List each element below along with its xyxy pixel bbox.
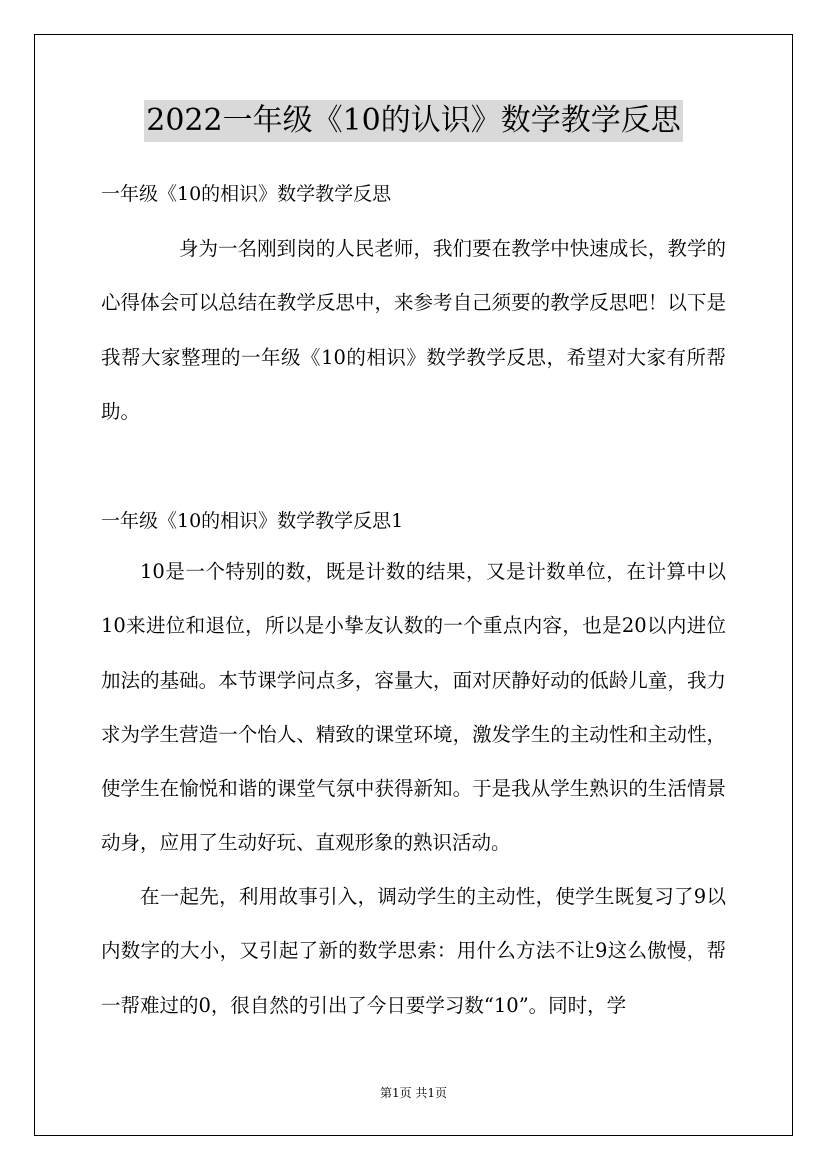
document-title: 2022一年级《10的认识》数学教学反思	[144, 100, 683, 142]
body-paragraph-2: 在一起先，利用故事引入，调动学生的主动性，使学生既复习了9以内数字的大小，又引起了新的数学思索：用什么方法不让9这么傲慢，帮一帮难过的0，很自然的引出了今日要学习数“10”。同时，学	[101, 885, 726, 1017]
page-footer: 第1页 共1页	[379, 1086, 448, 1100]
intro-paragraph: 身为一名刚到岗的人民老师，我们要在教学中快速成长，教学的心得体会可以总结在教学反思中，来参考自己须要的教学反思吧！以下是我帮大家整理的一年级《10的相识》数学教学反思，希望对大家有所帮助。	[101, 237, 726, 423]
document-subtitle: 一年级《10的相识》数学教学反思	[101, 183, 392, 205]
title-container	[0, 100, 827, 142]
section-heading: 一年级《10的相识》数学教学反思1	[101, 510, 404, 532]
body-paragraph-1: 10是一个特别的数，既是计数的结果，又是计数单位，在计算中以10来进位和退位，所以是小挚友认数的一个重点内容，也是20以内进位加法的基础。本节课学问点多，容量大，面对厌静好动的低龄儿童，我力求为学生营造一个怡人、精致的课堂环境，激发学生的主动性和主动性，使学生在愉悦和谐的课堂气氛中获得新知。于是我从学生熟识的生活情景动身，应用了生动好玩、直观形象的熟识活动。	[101, 560, 726, 855]
